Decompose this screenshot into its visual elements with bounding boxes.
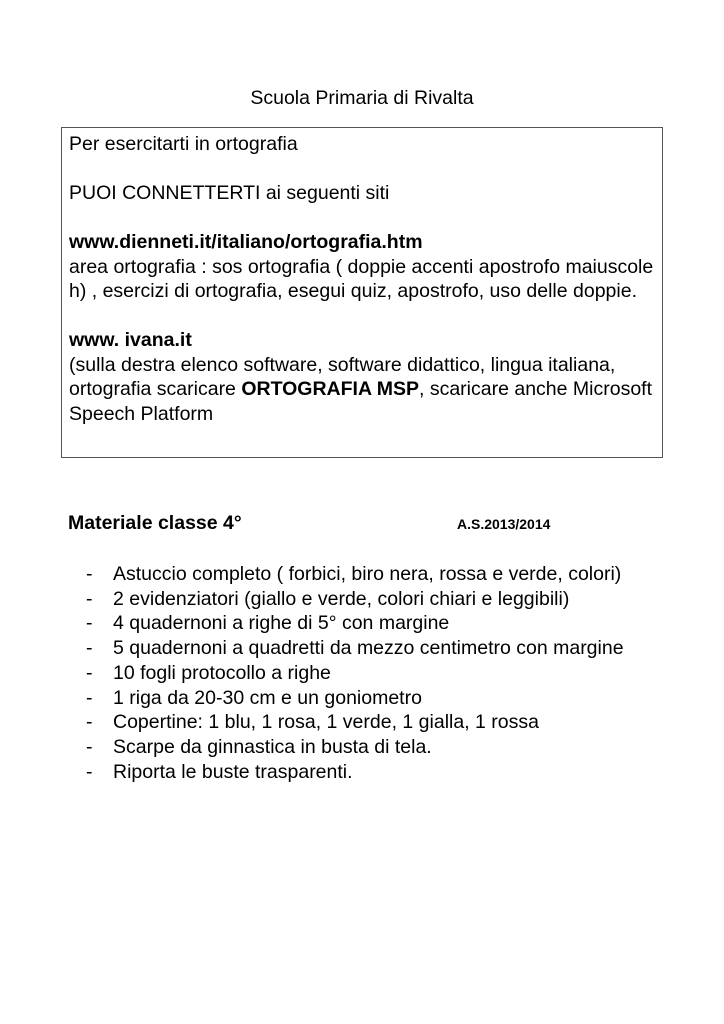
list-item [86,562,656,587]
list-item-text: 10 fogli protocollo a righe [113,661,331,684]
software-name: ORTOGRAFIA MSP [241,378,419,400]
site-description-ivana-end: , scaricare anche Microsoft Speech Platform [69,378,653,425]
site-description-dienneti: area ortografia : sos ortografia ( doppie accenti apostrofo maiuscole h) , esercizi di ortografia, esegui quiz, apostrofo, uso delle doppie. [69,255,654,302]
list-item [86,611,656,636]
list-item [86,587,656,612]
list-item [86,710,656,735]
bullet-dash: - [86,760,93,783]
intro-text: Per esercitarti in ortografia [69,133,298,155]
bullet-dash: - [86,735,93,758]
list-item [86,636,656,661]
spacer [69,304,655,329]
list-item-text: Copertine: 1 blu, 1 rosa, 1 verde, 1 gialla, 1 rossa [113,711,539,734]
list-item-text: 4 quadernoni a righe di 5° con margine [113,612,450,635]
list-item [86,760,656,785]
list-item-text: Scarpe da ginnastica in busta di tela. [113,735,432,758]
list-item-text: Astuccio completo ( forbici, biro nera, rossa e verde, colori) [113,563,622,585]
connect-text: PUOI CONNETTERTI ai seguenti siti [69,182,390,204]
list-item [86,686,656,711]
list-item-text: 5 quadernoni a quadretti da mezzo centimetro con margine [113,637,624,660]
websites-info-box [61,127,663,458]
materials-title: Materiale classe 4° [68,512,242,534]
spacer [69,206,655,231]
bullet-dash: - [86,661,93,684]
bullet-dash: - [86,686,93,709]
bullet-dash: - [86,637,93,660]
site-description-ivana [69,353,655,427]
spacer [69,157,655,182]
site-description-ivana-start: (sulla destra elenco software, software didattico, lingua italiana, ortografia scaricare [69,353,616,400]
list-item [86,735,656,760]
bullet-dash: - [86,612,93,635]
bullet-dash: - [86,587,93,610]
list-item-text: 2 evidenziatori (giallo e verde, colori chiari e leggibili) [113,587,570,610]
school-title: Scuola Primaria di Rivalta [250,87,474,109]
school-year: A.S.2013/2014 [457,516,551,532]
list-item [86,661,656,686]
site-url-ivana[interactable]: www. ivana.it [69,329,192,351]
list-item-text: Riporta le buste trasparenti. [113,760,353,783]
bullet-dash: - [86,711,93,734]
list-item-text: 1 riga da 20-30 cm e un goniometro [113,686,422,709]
materials-list [86,562,656,784]
bullet-dash: - [86,563,93,585]
site-url-dienneti[interactable]: www.dienneti.it/italiano/ortografia.htm [69,231,423,253]
materials-header [68,510,658,536]
